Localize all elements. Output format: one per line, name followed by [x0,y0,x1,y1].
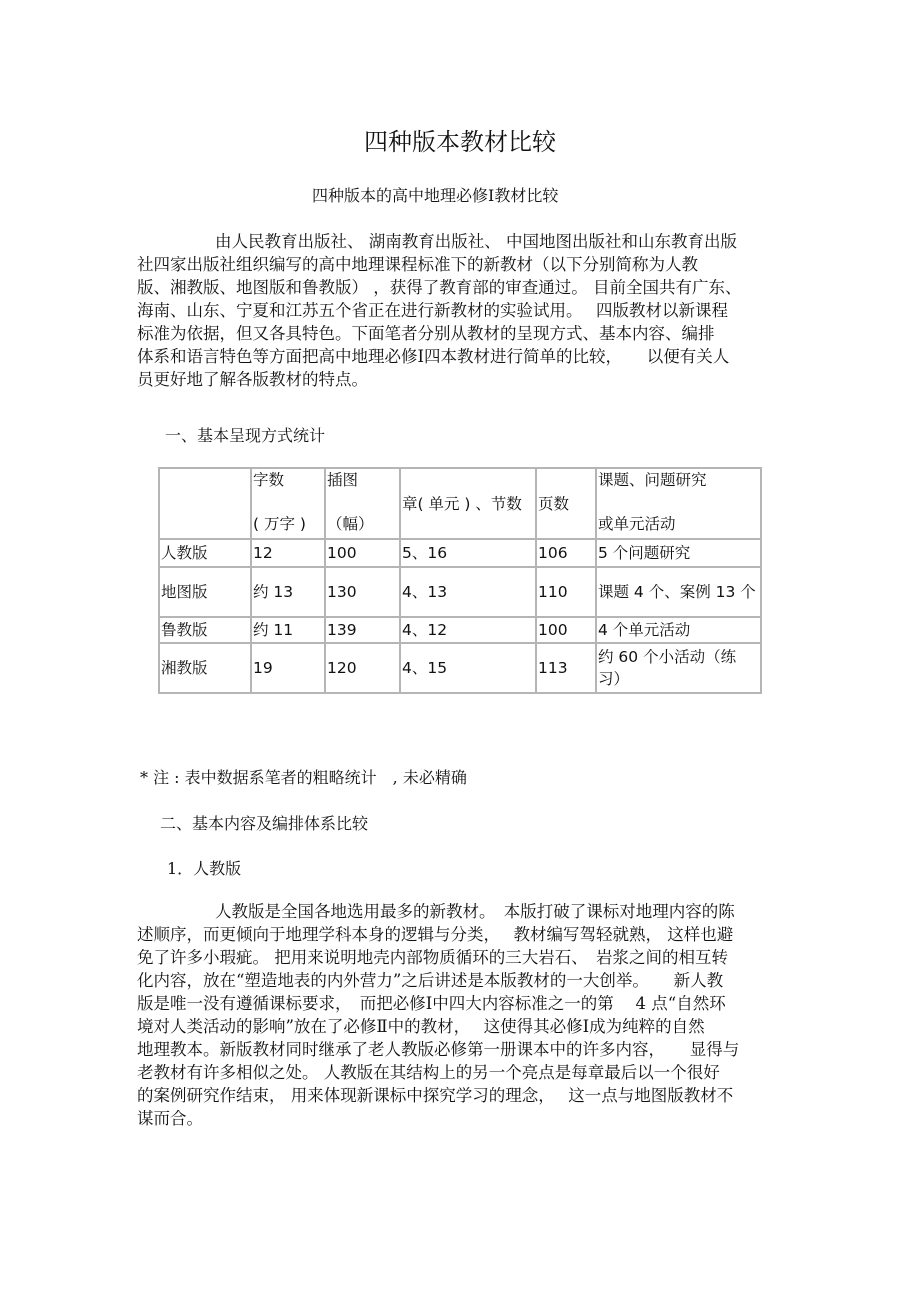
table-cell: 人教版 [159,539,251,567]
table-header-row [159,468,761,539]
table-cell: 5、16 [400,539,536,567]
header-cell: 课题、问题研究 或单元活动 [596,468,761,539]
table-cell: 4 个单元活动 [596,617,761,643]
table-cell: 4、12 [400,617,536,643]
text-line: 化内容，放在“塑造地表的内外营力”之后讲述是本版教材的一大创举。 新人教 [137,971,724,990]
text-line: 版、湘教版、地图版和鲁教版） ，获得了教育部的审查通过。 目前全国共有广东、 [137,278,742,297]
text-line: 标准为依据，但又各具特色。下面笔者分别从教材的呈现方式、基本内容、编排 [137,324,715,343]
table-row [159,539,761,567]
table-cell: 地图版 [159,567,251,617]
table-cell: 约 11 [251,617,325,643]
text-line: 海南、山东、宁夏和江苏五个省正在进行新教材的实验试用。 四版教材以新课程 [137,301,728,320]
section-heading-1: 一、基本呈现方式统计 [165,426,326,445]
text-line: 人教版是全国各地选用最多的新教材。 本版打破了课标对地理内容的陈 [215,902,735,921]
table-cell: 4、15 [400,643,536,693]
table-cell: 4、13 [400,567,536,617]
text-line: 体系和语言特色等方面把高中地理必修Ⅰ四本教材进行简单的比较， 以便有关人 [137,347,730,366]
table-cell: 5 个问题研究 [596,539,761,567]
text-line: 述顺序，而更倾向于地理学科本身的逻辑与分类， 教材编写驾轻就熟， 这样也避 [137,925,734,944]
text-line: 谋而合。 [137,1109,203,1128]
table-note: * 注 : 表中数据系笔者的粗略统计 , 未必精确 [140,768,467,787]
header-cell: 字数 ( 万字 ) [251,468,325,539]
table-cell: 鲁教版 [159,617,251,643]
table-cell: 12 [251,539,325,567]
header-cell: 章( 单元 ) 、节数 [400,468,536,539]
header-cell [159,468,251,539]
text-line: 社四家出版社组织编写的高中地理课程标准下的新教材（以下分别简称为人教 [137,255,698,274]
text-line: 地理教本。新版教材同时继承了老人教版必修第一册课本中的许多内容， 显得与 [137,1040,740,1059]
text-line: 版是唯一没有遵循课标要求， 而把必修Ⅰ中四大内容标准之一的第 4 点“自然环 [137,994,726,1013]
subsection-heading: 1．人教版 [167,859,242,878]
table-cell: 约 13 [251,567,325,617]
text-line: 由人民教育出版社、 湖南教育出版社、 中国地图出版社和山东教育出版 [215,232,737,251]
table-cell: 课题 4 个、案例 13 个 [596,567,761,617]
table-cell: 湘教版 [159,643,251,693]
text-line: 老教材有许多相似之处。 人教版在其结构上的另一个亮点是每章最后以一个很好 [137,1063,720,1082]
table-cell: 106 [536,539,596,567]
table-cell: 100 [325,539,400,567]
text-line: 境对人类活动的影响”放在了必修Ⅱ中的教材， 这使得其必修Ⅰ成为纯粹的自然 [137,1017,705,1036]
text-line: 免了许多小瑕疵。 把用来说明地壳内部物质循环的三大岩石、 岩浆之间的相互转 [137,948,728,967]
table-row [159,617,761,643]
statistics-table [158,467,762,694]
table-cell: 130 [325,567,400,617]
text-line: 的案例研究作结束， 用来体现新课标中探究学习的理念， 这一点与地图版教材不 [137,1086,734,1105]
table-cell: 110 [536,567,596,617]
header-cell: 页数 [536,468,596,539]
table-cell: 100 [536,617,596,643]
table-cell: 139 [325,617,400,643]
table-cell: 120 [325,643,400,693]
header-cell: 插图 （幅） [325,468,400,539]
text-line: 员更好地了解各版教材的特点。 [137,370,368,389]
table-cell: 19 [251,643,325,693]
table-row [159,567,761,617]
document-subtitle: 四种版本的高中地理必修Ⅰ教材比较 [312,186,559,205]
table-row [159,643,761,693]
section-heading-2: 二、基本内容及编排体系比较 [160,814,369,833]
table-cell: 113 [536,643,596,693]
table-cell: 约 60 个小活动（练习） [596,643,761,693]
document-title: 四种版本教材比较 [364,128,556,156]
